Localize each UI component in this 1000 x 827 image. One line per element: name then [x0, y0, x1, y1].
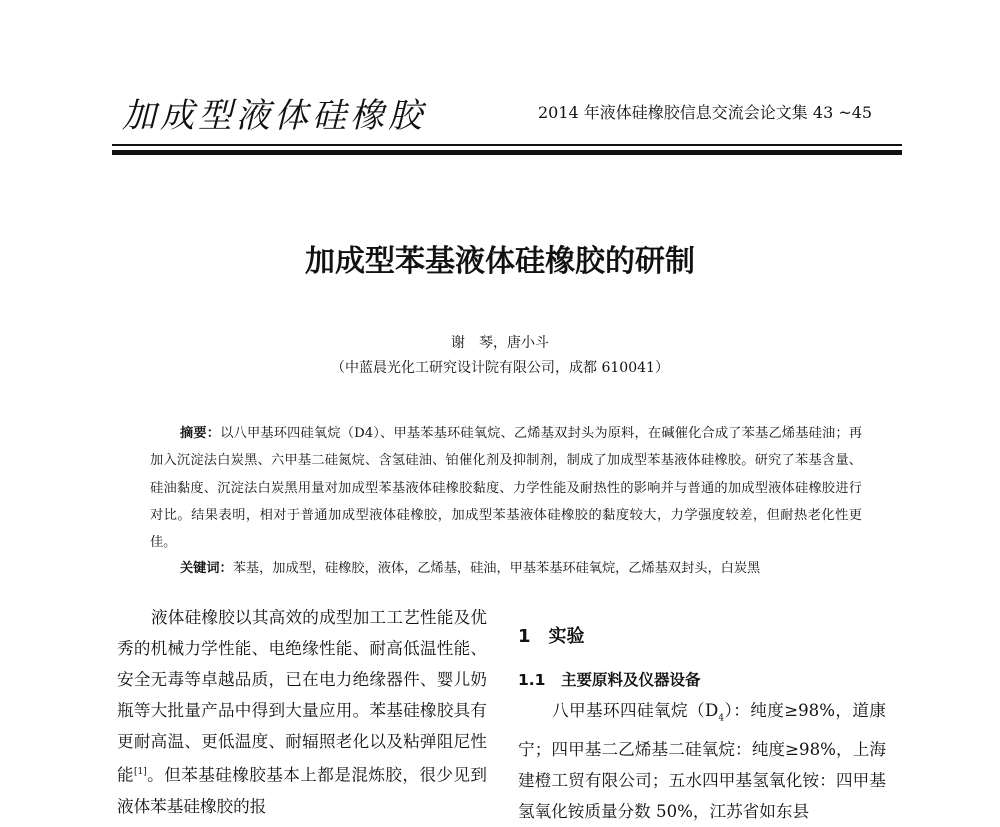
abstract: [150, 420, 862, 556]
materials-text-cont: ）：纯度≥98%，道康宁；四甲基二乙烯基二硅氧烷：纯度≥98%，上海建橙工贸有限公司；五水四甲基氢氧化铵：四甲基氢氧化铵质量分数 50%，江苏省如东县: [518, 701, 886, 822]
intro-paragraph: [117, 602, 487, 822]
materials-paragraph: [518, 695, 886, 827]
authors: 谢 琴，唐小斗: [451, 335, 549, 351]
subscript: 4: [718, 713, 725, 724]
journal-citation: 2014 年液体硅橡胶信息交流会论文集 43 ~45: [538, 103, 873, 122]
abstract-label: 摘要：: [180, 426, 221, 441]
citation-ref: [1]: [134, 767, 147, 777]
keywords: [180, 557, 870, 576]
keywords-label: 关键词：: [180, 561, 233, 576]
header-rule-thin: [112, 144, 902, 146]
intro-text: 液体硅橡胶以其高效的成型加工工艺性能及优秀的机械力学性能、电绝缘性能、耐高低温性能、安全无毒等卓越品质，已在电力绝缘器件、婴儿奶瓶等大批量产品中得到大量应用。苯基硅橡胶具有更耐高温、更低温度、耐辐照老化以及粘弹阻尼性能: [117, 608, 487, 785]
affiliation: （中蓝晨光化工研究设计院有限公司，成都 610041）: [331, 360, 669, 376]
keywords-text: 苯基，加成型，硅橡胶，液体，乙烯基，硅油，甲基苯基环硅氧烷，乙烯基双封头，白炭黑: [232, 561, 761, 576]
materials-text: 八甲基环四硅氧烷（D: [552, 701, 719, 720]
abstract-text: 以八甲基环四硅氧烷（D4）、甲基苯基环硅氧烷、乙烯基双封头为原料，在碱催化合成了苯基乙烯基硅油；再加入沉淀法白炭黑、六甲基二硅氮烷、含氢硅油、铂催化剂及抑制剂，制成了加成型苯基液体硅橡胶。研究了苯基含量、硅油黏度、沉淀法白炭黑用量对加成型苯基液体硅橡胶黏度、力学性能及耐热性的影响并与普通的加成型液体硅橡胶进行对比。结果表明，相对于普通加成型液体硅橡胶，加成型苯基液体硅橡胶的黏度较大，力学强度较差，但耐热老化性更佳。: [150, 426, 863, 551]
running-title: 加成型液体硅橡胶: [122, 96, 426, 136]
subsection-heading: 1.1 主要原料及仪器设备: [518, 671, 701, 689]
header-rule-thick: [112, 150, 902, 155]
section-heading: 1 实验: [518, 626, 585, 647]
intro-text-cont: 。但苯基硅橡胶基本上都是混炼胶，很少见到液体苯基硅橡胶的报: [117, 765, 488, 816]
article-title: 加成型苯基液体硅橡胶的研制: [305, 244, 695, 279]
